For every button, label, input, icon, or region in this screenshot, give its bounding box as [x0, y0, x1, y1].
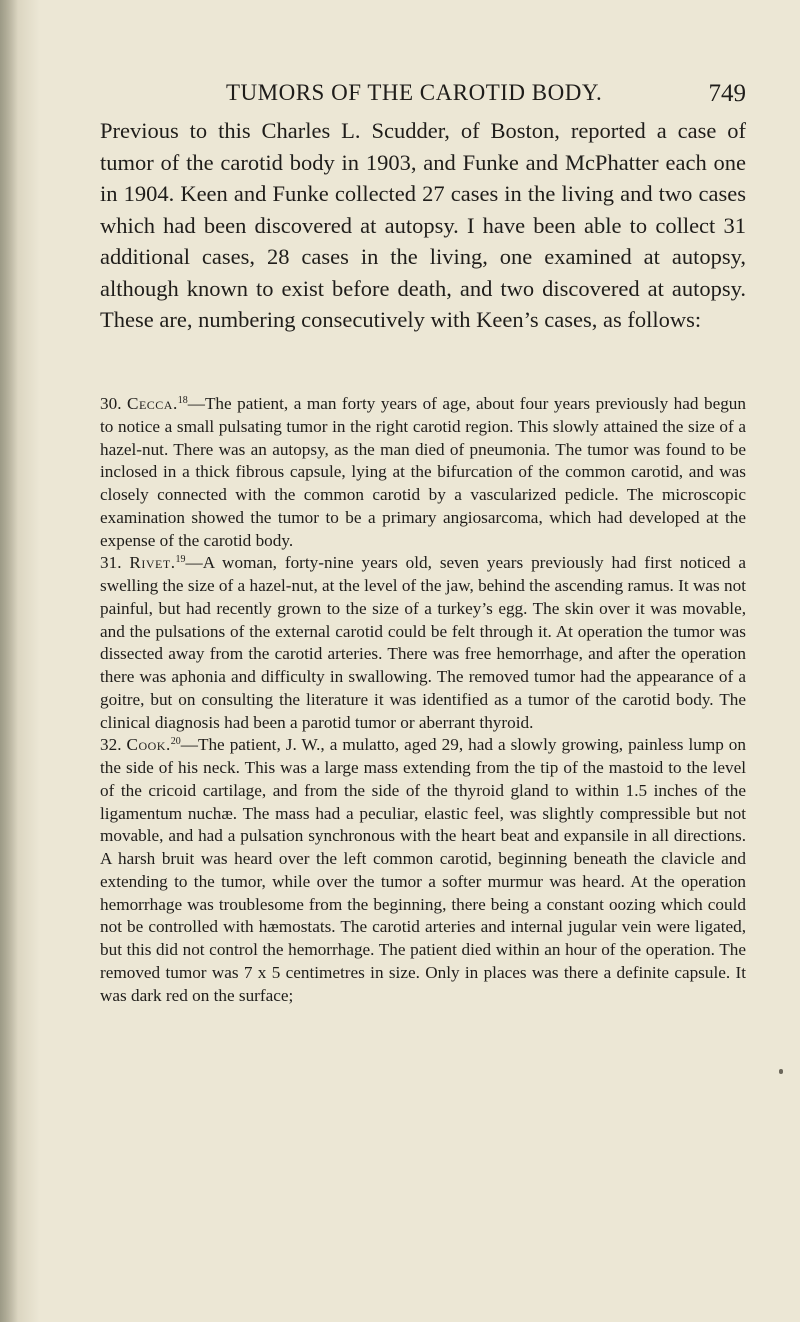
case-author: Rivet. — [129, 553, 176, 573]
case-number: 32. — [100, 735, 122, 755]
binding-shadow — [0, 0, 18, 1322]
case-entry-30 — [100, 393, 746, 552]
case-author: Cecca. — [126, 394, 178, 413]
margin-mark — [779, 1069, 783, 1074]
page-number: 749 — [708, 80, 746, 107]
case-text: —The patient, a man forty years of age, about four years previously had begun to notice a small pulsating tumor in the right carotid region. This slowly attained the size of a hazel-nut. There was an autopsy, as the man died of pneumonia. The tumor was found to be inclosed in a thick fibrous capsule, lying at the bifurcation of the common carotid, and was closely connected with the common carotid by a vascularized pedicle. The microscopic examination showed the tumor to be a primary angiosarcoma, which had developed at the expense of the carotid body. — [100, 394, 746, 550]
case-text: —A woman, forty-nine years old, seven years previously had first noticed a swelling the size of a hazel-nut, at the level of the jaw, behind the ascending ramus. It was not painful, but had recently grown to the size of a turkey’s egg. The skin over it was movable, and the pulsations of the external carotid could be felt through it. At operation the tumor was dissected away from the carotid arteries. There was free hemorrhage, and after the operation there was aphonia and difficulty in swallowing. The removed tumor had the appearance of a goitre, but on consulting the literature it was identified as a tumor of the carotid body. The clinical diagnosis had been a parotid tumor or aberrant thyroid. — [100, 553, 746, 732]
case-number: 30. — [100, 394, 122, 413]
case-entry-32 — [100, 734, 746, 1007]
footnote-ref: 20 — [170, 736, 181, 748]
page-header — [226, 80, 746, 120]
case-list — [100, 393, 746, 1007]
footnote-ref: 18 — [177, 395, 188, 406]
running-head: TUMORS OF THE CAROTID BODY. — [226, 80, 603, 105]
case-entry-31 — [100, 552, 746, 734]
case-author: Cook. — [126, 735, 171, 755]
case-text: —The patient, J. W., a mulatto, aged 29, had a slowly growing, painless lump on the side of his neck. This was a large mass extending from the tip of the mastoid to the level of the cricoid cartilage, and from the side of the thyroid gland to within 1.5 inches of the ligamentum nuchæ. The mass had a peculiar, elastic feel, was slightly compressible but not movable, and had a pulsation synchronous with the heart beat and expansile in all directions. A harsh bruit was heard over the left common carotid, beginning beneath the clavicle and extending to the tumor, while over the tumor a softer murmur was heard. At the operation hemorrhage was troublesome from the beginning, there being a constant oozing which could not be controlled with hæmostats. The carotid arteries and internal jugular vein were ligated, but this did not control the hemorrhage. The patient died within an hour of the operation. The removed tumor was 7 x 5 centimetres in size. Only in places was there a definite capsule. It was dark red on the surface; — [100, 735, 746, 1005]
intro-paragraph: Previous to this Charles L. Scudder, of Boston, reported a case of tumor of the carotid body in 1903, and Funke and McPhatter each one in 1904. Keen and Funke collected 27 cases in the living and two cases which had been discovered at autopsy. I have been able to collect 31 additional cases, 28 cases in the living, one examined at autopsy, although known to exist before death, and two discovered at autopsy. These are, numbering consecutively with Keen’s cases, as follows: — [100, 118, 746, 332]
footnote-ref: 19 — [175, 554, 186, 566]
case-number: 31. — [100, 553, 122, 573]
